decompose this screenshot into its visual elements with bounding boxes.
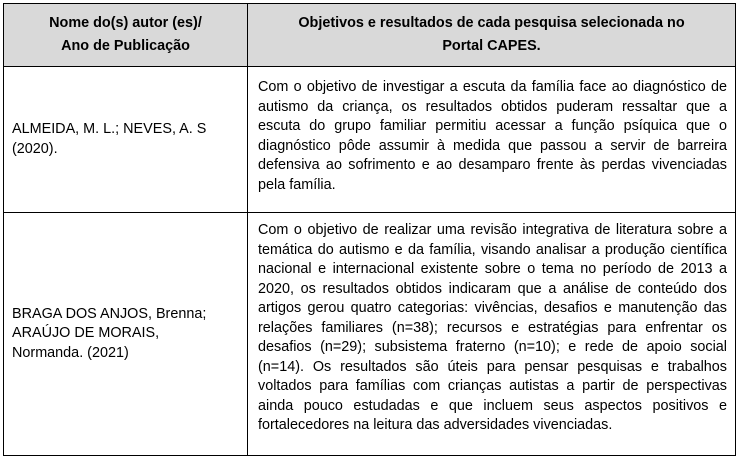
author-line: ALMEIDA, M. L.; NEVES, A. S (12, 121, 207, 137)
header-objectives-cell (248, 4, 736, 67)
header-author-cell (4, 4, 248, 67)
author-line: BRAGA DOS ANJOS, Brenna; (12, 305, 207, 322)
author-line: Normanda. (2021) (12, 344, 129, 361)
author-line: (2020). (12, 140, 58, 157)
objectives-cell: Com o objetivo de investigar a escuta da família face ao diagnóstico de autismo da criança, os resultados obtidos puderam ressaltar que a escuta do grupo familiar permitiu acessar a função psíquica que o diagnóstico pôde assumir à medida que passou a servir de barreira defensiva ao sofrimento e ao desamparo frente às perdas vivenciadas pela família. (248, 67, 736, 213)
objectives-cell: Com o objetivo de realizar uma revisão integrativa de literatura sobre a temática do autismo e da família, visando analisar a produção científica nacional e internacional existente sobre o tema no período de 2013 a 2020, os resultados obtidos indicaram que a análise de conteúdo dos artigos gerou quatro categorias: vivências, desafios e manutenção das relações familiares (n=38); recursos e estratégias para enfrentar os desafios (n=29); subsistema fraterno (n=10); e rede de apoio social (n=14). Os resultados são úteis para pensar pesquisas e trabalhos voltados para famílias com crianças autistas a partir de perspectivas ainda pouco estudadas e que incluem seus aspectos positivos e fortalecedores na leitura das adversidades vivenciadas. (248, 213, 736, 456)
author-line: ARAÚJO DE MORAIS, (12, 325, 160, 342)
header-author-line-2: Ano de Publicação (61, 38, 190, 54)
table-row (4, 67, 736, 213)
header-author-line-1: Nome do(s) autor (es)/ (49, 15, 202, 31)
table-header-row (4, 4, 736, 67)
header-objectives-line-1: Objetivos e resultados de cada pesquisa selecionada no (298, 15, 685, 31)
table-row (4, 213, 736, 456)
header-objectives-line-2: Portal CAPES. (442, 38, 541, 54)
author-cell (4, 213, 248, 456)
research-table (3, 3, 736, 456)
author-cell (4, 67, 248, 213)
